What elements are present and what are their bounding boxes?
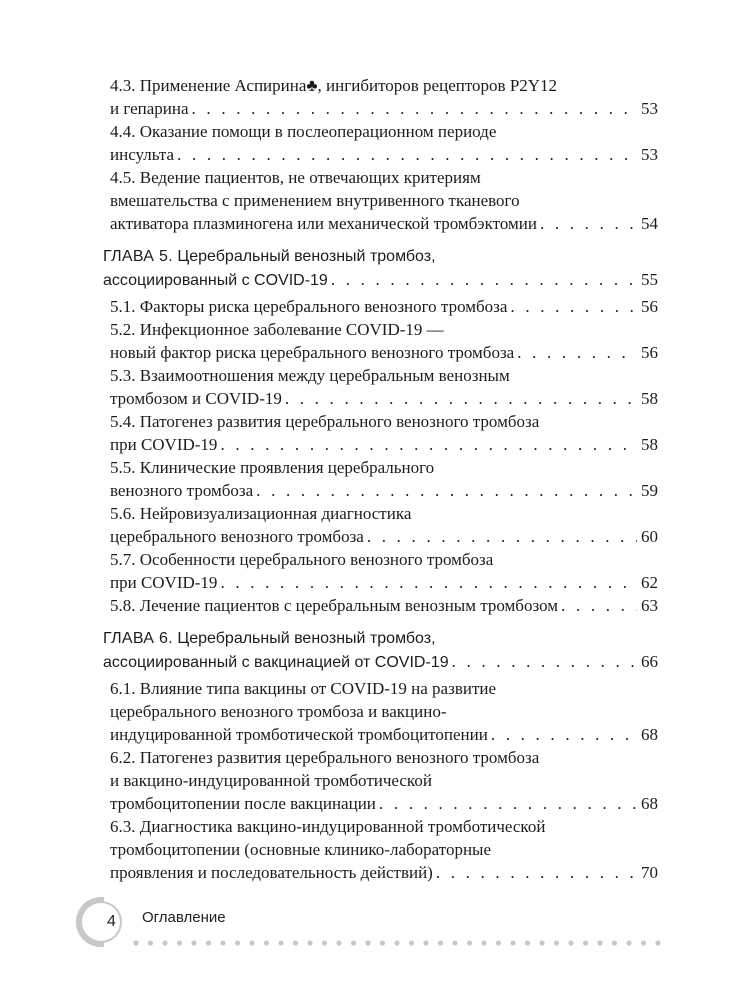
gear-icon: [74, 895, 128, 949]
page-ref: 68: [641, 725, 658, 744]
rule-dot: [655, 940, 660, 945]
page-ref: 55: [641, 270, 658, 289]
rule-dot: [597, 940, 602, 945]
toc-entry: [103, 548, 658, 594]
page-number: 4: [107, 913, 116, 930]
rule-dot: [409, 940, 414, 945]
toc-entry-line: 6.3. Диагностика вакцино-индуцированной тромботической: [110, 817, 546, 836]
dot-leader: [510, 295, 637, 318]
dot-leader: [452, 650, 637, 673]
rule-dot: [583, 940, 588, 945]
dot-leader: [379, 792, 637, 815]
toc-leader-line: [110, 479, 658, 502]
dot-leader: [491, 723, 637, 746]
rule-dot: [264, 940, 269, 945]
rule-dot: [554, 940, 559, 945]
toc-entry: [103, 410, 658, 456]
rule-dot: [322, 940, 327, 945]
dot-leader: [256, 479, 637, 502]
toc-entry-line: 6.2. Патогенез развития церебрального венозного тромбоза: [110, 748, 540, 767]
rule-dot: [365, 940, 370, 945]
toc-chapter: [103, 627, 658, 674]
rule-dot: [177, 940, 182, 945]
toc-leader-line: [110, 571, 658, 594]
toc-entry-line: 5.3. Взаимоотношения между церебральным венозным: [110, 366, 510, 385]
dotted-rule: [132, 938, 672, 948]
toc-entry-line: тромбоцитопении (основные клинико-лабораторные: [110, 840, 492, 859]
dot-leader: [517, 341, 637, 364]
rule-dot: [380, 940, 385, 945]
rule-dot: [148, 940, 153, 945]
toc-entry-text: индуцированной тромботической тромбоцитопении: [110, 725, 488, 744]
toc-leader-line: [103, 650, 658, 674]
toc-entry-line: вмешательства с применением внутривенного тканевого: [110, 191, 520, 210]
dot-leader: [285, 387, 637, 410]
toc-entry: [103, 318, 658, 364]
toc-entry: [103, 746, 658, 815]
toc-leader-line: [110, 861, 658, 884]
page-ref: 60: [641, 527, 658, 546]
toc-entry-text: активатора плазминогена или механической тромбэктомии: [110, 214, 537, 233]
rule-dot: [191, 940, 196, 945]
toc-leader-line: [110, 792, 658, 815]
rule-dot: [249, 940, 254, 945]
page-ref: 58: [641, 435, 658, 454]
page-ref: 63: [641, 596, 658, 615]
rule-dot: [612, 940, 617, 945]
dot-leader: [436, 861, 637, 884]
page-ref: 56: [641, 343, 658, 362]
toc-entry: [103, 677, 658, 746]
toc-leader-line: [110, 723, 658, 746]
toc-entry-text: новый фактор риска церебрального венозного тромбоза: [110, 343, 515, 362]
rule-dot: [525, 940, 530, 945]
rule-dot: [133, 940, 138, 945]
toc-leader-line: [110, 433, 658, 456]
rule-dot: [423, 940, 428, 945]
toc-leader-line: [110, 341, 658, 364]
page-ref: 53: [641, 99, 658, 118]
rule-dot: [278, 940, 283, 945]
toc-entry-text: церебрального венозного тромбоза: [110, 527, 364, 546]
toc-chapter: [103, 245, 658, 292]
dot-leader: [561, 594, 637, 617]
toc-entry: [103, 456, 658, 502]
dot-leader: [540, 212, 637, 235]
toc-entry-line: 5.6. Нейровизуализационная диагностика: [110, 504, 412, 523]
rule-dot: [438, 940, 443, 945]
toc-entry-line: 4.3. Применение Аспирина♣, ингибиторов рецепторов P2Y12: [110, 76, 558, 95]
toc-leader-line: [110, 97, 658, 120]
toc-entry-text: тромбозом и COVID-19: [110, 389, 282, 408]
chapter-heading: [103, 245, 658, 268]
toc-leader-line: [110, 387, 658, 410]
chapter-title: Церебральный венозный тромбоз,: [177, 248, 436, 265]
chapter-keyword: ГЛАВА 6.: [103, 630, 173, 647]
toc-entry: [103, 815, 658, 884]
toc-entry-text: ассоциированный с COVID-19: [103, 272, 328, 289]
toc-entry-text: тромбоцитопении после вакцинации: [110, 794, 376, 813]
page-ref: 56: [641, 297, 658, 316]
rule-dot: [510, 940, 515, 945]
rule-dot: [452, 940, 457, 945]
rule-dot: [539, 940, 544, 945]
toc-entry: [103, 166, 658, 235]
toc-entry-text: инсульта: [110, 145, 175, 164]
toc-entry-text: 5.8. Лечение пациентов с церебральным венозным тромбозом: [110, 596, 559, 615]
toc-entry-line: 5.4. Патогенез развития церебрального венозного тромбоза: [110, 412, 540, 431]
toc-leader-line: [110, 212, 658, 235]
rule-dot: [467, 940, 472, 945]
toc-entry-text: 5.1. Факторы риска церебрального венозного тромбоза: [110, 297, 508, 316]
toc-entry: [103, 295, 658, 318]
page-ref: 70: [641, 863, 658, 882]
rule-dot: [220, 940, 225, 945]
page-footer: [74, 895, 674, 955]
page-ref: 68: [641, 794, 658, 813]
rule-dot: [394, 940, 399, 945]
toc-entry-text: при COVID-19: [110, 435, 218, 454]
toc-entry-line: 5.7. Особенности церебрального венозного тромбоза: [110, 550, 494, 569]
rule-dot: [293, 940, 298, 945]
toc-leader-line: [110, 525, 658, 548]
toc-leader-line: [103, 268, 658, 292]
chapter-heading: [103, 627, 658, 650]
rule-dot: [568, 940, 573, 945]
dot-leader: [220, 433, 637, 456]
page-ref: 54: [641, 214, 658, 233]
page-ref: 59: [641, 481, 658, 500]
rule-dot: [641, 940, 646, 945]
toc-leader-line: [110, 295, 658, 318]
page-ref: 66: [641, 652, 658, 671]
rule-dot: [206, 940, 211, 945]
toc-entry-text: и гепарина: [110, 99, 189, 118]
dot-leader: [177, 143, 637, 166]
toc-entry-line: и вакцино-индуцированной тромботической: [110, 771, 432, 790]
toc-entry-line: 5.2. Инфекционное заболевание COVID-19 —: [110, 320, 444, 339]
dot-leader: [192, 97, 637, 120]
toc-entry-text: проявления и последовательность действий): [110, 863, 433, 882]
page-ref: 62: [641, 573, 658, 592]
toc-entry: [103, 364, 658, 410]
toc-entry: [103, 502, 658, 548]
page-ref: 58: [641, 389, 658, 408]
rule-dot: [307, 940, 312, 945]
toc-entry-line: 6.1. Влияние типа вакцины от COVID-19 на развитие: [110, 679, 497, 698]
rule-dot: [162, 940, 167, 945]
rule-dot: [481, 940, 486, 945]
rule-dot: [235, 940, 240, 945]
dot-leader: [220, 571, 637, 594]
table-of-contents: [103, 74, 658, 884]
rule-dot: [351, 940, 356, 945]
chapter-keyword: ГЛАВА 5.: [103, 248, 173, 265]
toc-entry: [103, 594, 658, 617]
page-ref: 53: [641, 145, 658, 164]
toc-entry-line: 4.5. Ведение пациентов, не отвечающих критериям: [110, 168, 481, 187]
dot-leader: [331, 268, 637, 291]
rule-dot: [626, 940, 631, 945]
toc-leader-line: [110, 143, 658, 166]
toc-entry-line: церебрального венозного тромбоза и вакцино-: [110, 702, 447, 721]
rule-dot: [336, 940, 341, 945]
toc-entry-text: при COVID-19: [110, 573, 218, 592]
section-label: Оглавление: [142, 909, 226, 926]
rule-dot: [496, 940, 501, 945]
dot-leader: [367, 525, 637, 548]
toc-entry-line: 4.4. Оказание помощи в послеоперационном периоде: [110, 122, 497, 141]
toc-entry: [103, 120, 658, 166]
toc-entry: [103, 74, 658, 120]
toc-entry-line: 5.5. Клинические проявления церебрального: [110, 458, 435, 477]
toc-entry-text: венозного тромбоза: [110, 481, 254, 500]
toc-leader-line: [110, 594, 658, 617]
chapter-title: Церебральный венозный тромбоз,: [177, 630, 436, 647]
toc-entry-text: ассоциированный с вакцинацией от COVID-19: [103, 654, 449, 671]
